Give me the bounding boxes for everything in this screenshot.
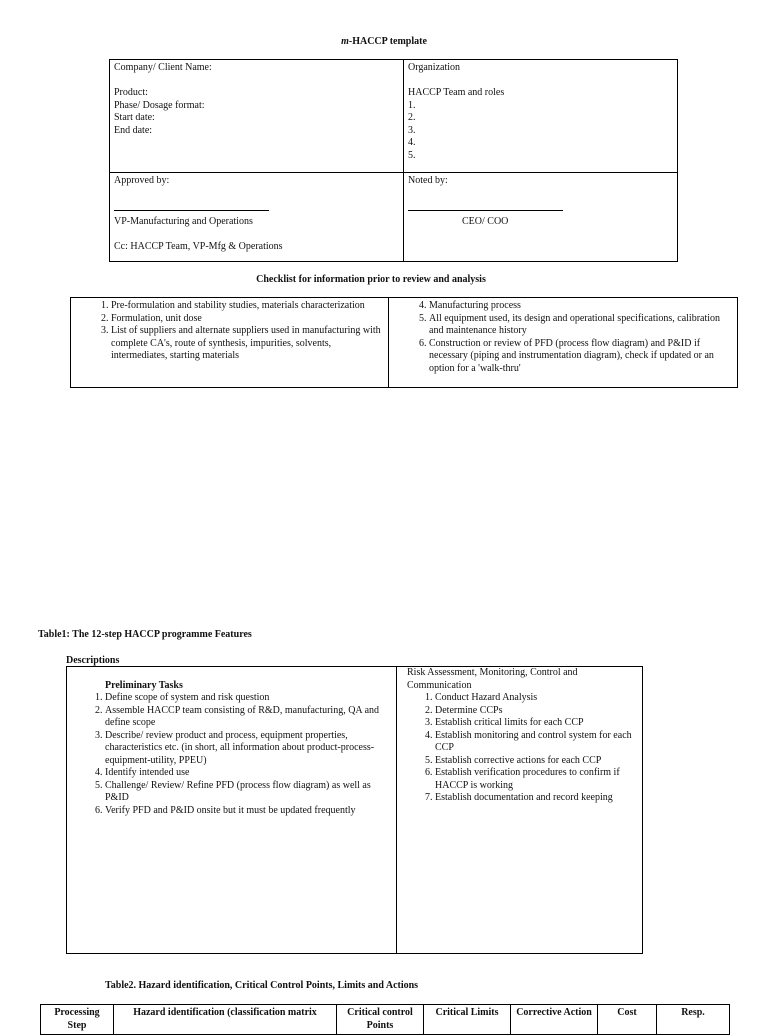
company-label: Company/ Client Name: bbox=[114, 62, 212, 73]
column-header: Cost bbox=[598, 1005, 657, 1035]
risk-assessment-heading: Risk Assessment, Monitoring, Control and Communication bbox=[407, 667, 578, 691]
preliminary-tasks-list bbox=[67, 692, 396, 817]
list-item: 4. Manufacturing process bbox=[429, 300, 733, 313]
list-item: 6. Establish verification procedures to confirm if HACCP is working bbox=[435, 767, 634, 792]
list-item: 2. Formulation, unit dose bbox=[111, 313, 384, 326]
list-item: 3. List of suppliers and alternate suppliers used in manufacturing with complete CA's, route of synthesis, impurities, solvents, intermediates, starting materials bbox=[111, 325, 384, 363]
checklist-left-list bbox=[73, 300, 384, 363]
list-item: 2. Assemble HACCP team consisting of R&D, manufacturing, QA and define scope bbox=[105, 705, 390, 730]
noted-cell bbox=[404, 173, 678, 262]
approval-cell bbox=[110, 173, 404, 262]
team-slot: 2. bbox=[408, 112, 416, 123]
organization-label: Organization bbox=[408, 62, 461, 73]
table1-caption: Table1: The 12-step HACCP programme Features bbox=[38, 629, 252, 640]
list-item: 6. Construction or review of PFD (process flow diagram) and P&ID if necessary (piping and instrumentation diagram), check if updated or an option for a 'walk-thru' bbox=[429, 338, 733, 376]
list-item: 1. Conduct Hazard Analysis bbox=[435, 692, 634, 705]
checklist-left-cell bbox=[71, 298, 389, 388]
risk-assessment-list bbox=[397, 692, 642, 805]
haccp-steps-table bbox=[66, 666, 643, 954]
template-header-table bbox=[109, 59, 678, 262]
end-date-label: End date: bbox=[114, 124, 153, 136]
start-date-label: Start date: bbox=[114, 112, 155, 123]
hazard-table bbox=[40, 1004, 730, 1035]
table2-caption: Table2. Hazard identification, Critical Control Points, Limits and Actions bbox=[105, 980, 419, 991]
list-item: 1. Define scope of system and risk question bbox=[105, 692, 390, 705]
column-header: Corrective Action bbox=[511, 1005, 598, 1035]
preliminary-tasks-cell bbox=[67, 667, 397, 954]
page-title: m-HACCP template bbox=[341, 36, 427, 47]
approved-label: Approved by: bbox=[114, 175, 170, 186]
noter-title: CEO/ COO bbox=[462, 215, 509, 227]
column-header: Critical control Points bbox=[337, 1005, 424, 1035]
signature-line bbox=[408, 200, 563, 211]
phase-label: Phase/ Dosage format: bbox=[114, 99, 205, 111]
product-label: Product: bbox=[114, 87, 148, 98]
team-slot: 3. bbox=[408, 124, 416, 136]
list-item: 3. Describe/ review product and process, equipment properties, characteristics etc. (in short, all information about product-process-equipment-utility, PPEU) bbox=[105, 730, 390, 768]
column-header: Critical Limits bbox=[424, 1005, 511, 1035]
team-slot: 5. bbox=[408, 149, 416, 161]
team-slot: 1. bbox=[408, 99, 416, 111]
table2-clip bbox=[40, 1004, 730, 1031]
column-header: Hazard identification (classification matrix bbox=[114, 1005, 337, 1035]
list-item: 4. Identify intended use bbox=[105, 767, 390, 780]
checklist-right-cell bbox=[389, 298, 738, 388]
descriptions-label: Descriptions bbox=[66, 655, 120, 666]
table-header-row bbox=[41, 1005, 730, 1035]
client-info-cell bbox=[110, 60, 404, 173]
list-item: 1. Pre-formulation and stability studies, materials characterization bbox=[111, 300, 384, 313]
signature-line bbox=[114, 200, 269, 211]
noted-label: Noted by: bbox=[408, 175, 448, 186]
checklist-right-list bbox=[391, 300, 733, 375]
approver-title: VP-Manufacturing and Operations bbox=[114, 215, 253, 227]
checklist-table bbox=[70, 297, 738, 388]
list-item: 4. Establish monitoring and control system for each CCP bbox=[435, 730, 634, 755]
column-header: Processing Step bbox=[41, 1005, 114, 1035]
cc-line: Cc: HACCP Team, VP-Mfg & Operations bbox=[114, 240, 283, 252]
checklist-heading: Checklist for information prior to review and analysis bbox=[256, 274, 486, 285]
list-item: 5. All equipment used, its design and operational specifications, calibration and maintenance history bbox=[429, 313, 733, 338]
list-item: 7. Establish documentation and record keeping bbox=[435, 792, 634, 805]
list-item: 3. Establish critical limits for each CCP bbox=[435, 717, 634, 730]
risk-assessment-cell bbox=[397, 667, 643, 954]
list-item: 5. Establish corrective actions for each CCP bbox=[435, 755, 634, 768]
list-item: 2. Determine CCPs bbox=[435, 705, 634, 718]
team-label: HACCP Team and roles bbox=[408, 87, 505, 98]
organization-cell bbox=[404, 60, 678, 173]
list-item: 6. Verify PFD and P&ID onsite but it must be updated frequently bbox=[105, 805, 390, 818]
team-slot: 4. bbox=[408, 137, 416, 148]
list-item: 5. Challenge/ Review/ Refine PFD (process flow diagram) as well as P&ID bbox=[105, 780, 390, 805]
preliminary-tasks-heading: Preliminary Tasks bbox=[105, 679, 183, 691]
column-header: Resp. bbox=[657, 1005, 730, 1035]
